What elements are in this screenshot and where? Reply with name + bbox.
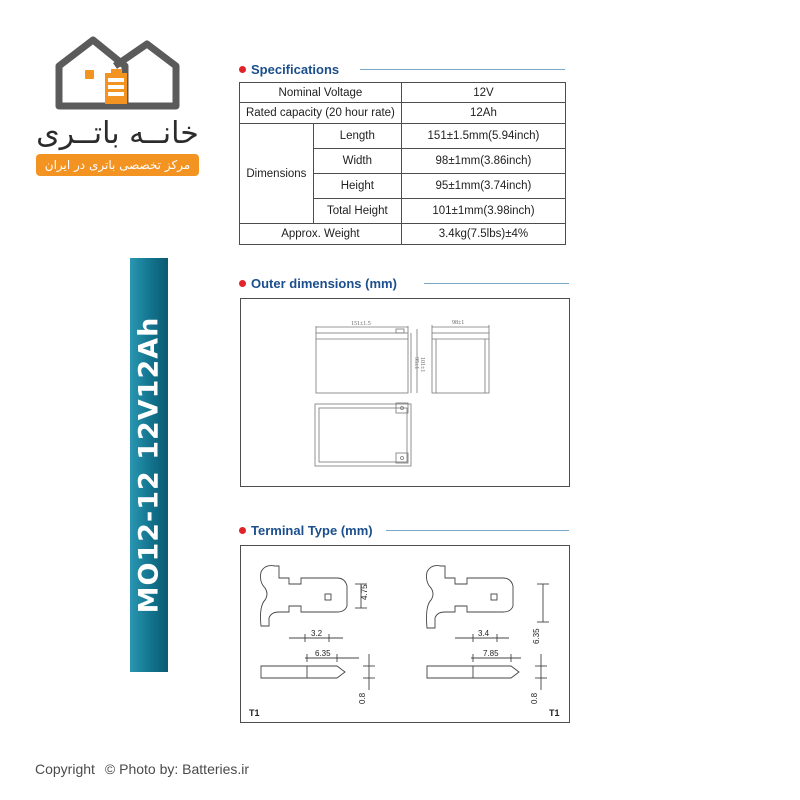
total-height-value: 101±1mm(3.98inch) (401, 199, 565, 224)
total-height-label: Total Height (313, 199, 401, 224)
nominal-voltage-value: 12V (401, 83, 565, 103)
brand-logo (30, 36, 205, 181)
weight-label: Approx. Weight (240, 224, 402, 245)
left-width-dim: 3.2 (311, 629, 323, 638)
length-dim-label: 151±1.5 (351, 321, 371, 327)
height-label: Height (313, 174, 401, 199)
house-battery-icon (55, 36, 180, 112)
model-title: MO12-12 12V12Ah (133, 316, 165, 614)
table-row (240, 103, 566, 124)
table-row (240, 224, 566, 245)
bullet-icon (239, 66, 246, 73)
dimensions-label: Dimensions (240, 124, 314, 224)
total-height-dim-label: 101±1 (419, 357, 425, 373)
battery-outline-drawing (241, 299, 569, 486)
photo-credit: © Photo by: Batteries.ir (104, 761, 250, 777)
brand-tagline: مرکز تخصصی باتری در ایران (36, 154, 199, 176)
width-dim-label: 98±1 (452, 320, 465, 326)
terminal-right-label: T1 (549, 708, 560, 718)
width-value: 98±1mm(3.86inch) (401, 149, 565, 174)
terminal-type-drawing (240, 545, 570, 723)
terminal-left-label: T1 (249, 708, 260, 718)
length-value: 151±1.5mm(5.94inch) (401, 124, 565, 149)
heading-rule (424, 283, 569, 284)
right-length-dim: 7.85 (483, 649, 499, 658)
left-length-dim: 6.35 (315, 649, 331, 658)
terminal-type-heading: Terminal Type (mm) (239, 523, 373, 541)
heading-rule (360, 69, 565, 70)
right-width-dim: 3.4 (478, 629, 490, 638)
bullet-icon (239, 280, 246, 287)
terminal-outline-drawing (241, 546, 569, 722)
weight-value: 3.4kg(7.5lbs)±4% (401, 224, 565, 245)
specifications-table (239, 82, 566, 245)
brand-name: خانــه باتــری (36, 116, 199, 151)
rated-capacity-label: Rated capacity (20 hour rate) (240, 103, 402, 124)
bullet-icon (239, 527, 246, 534)
width-label: Width (313, 149, 401, 174)
rated-capacity-value: 12Ah (401, 103, 565, 124)
length-label: Length (313, 124, 401, 149)
specifications-heading: Specifications (239, 62, 339, 80)
heading-rule (386, 530, 569, 531)
copyright-notice (35, 761, 259, 777)
outer-dimensions-drawing (240, 298, 570, 487)
table-row (240, 83, 566, 103)
height-dim-label: 95±1 (413, 357, 419, 370)
right-thickness-dim: 0.8 (530, 692, 539, 704)
left-thickness-dim: 0.8 (358, 692, 367, 704)
copyright-label: Copyright (35, 761, 95, 777)
left-height-dim: 4.75 (360, 584, 369, 600)
table-row (240, 124, 566, 149)
right-height-dim: 6.35 (532, 628, 541, 644)
outer-dimensions-heading: Outer dimensions (mm) (239, 276, 397, 294)
nominal-voltage-label: Nominal Voltage (240, 83, 402, 103)
height-value: 95±1mm(3.74inch) (401, 174, 565, 199)
